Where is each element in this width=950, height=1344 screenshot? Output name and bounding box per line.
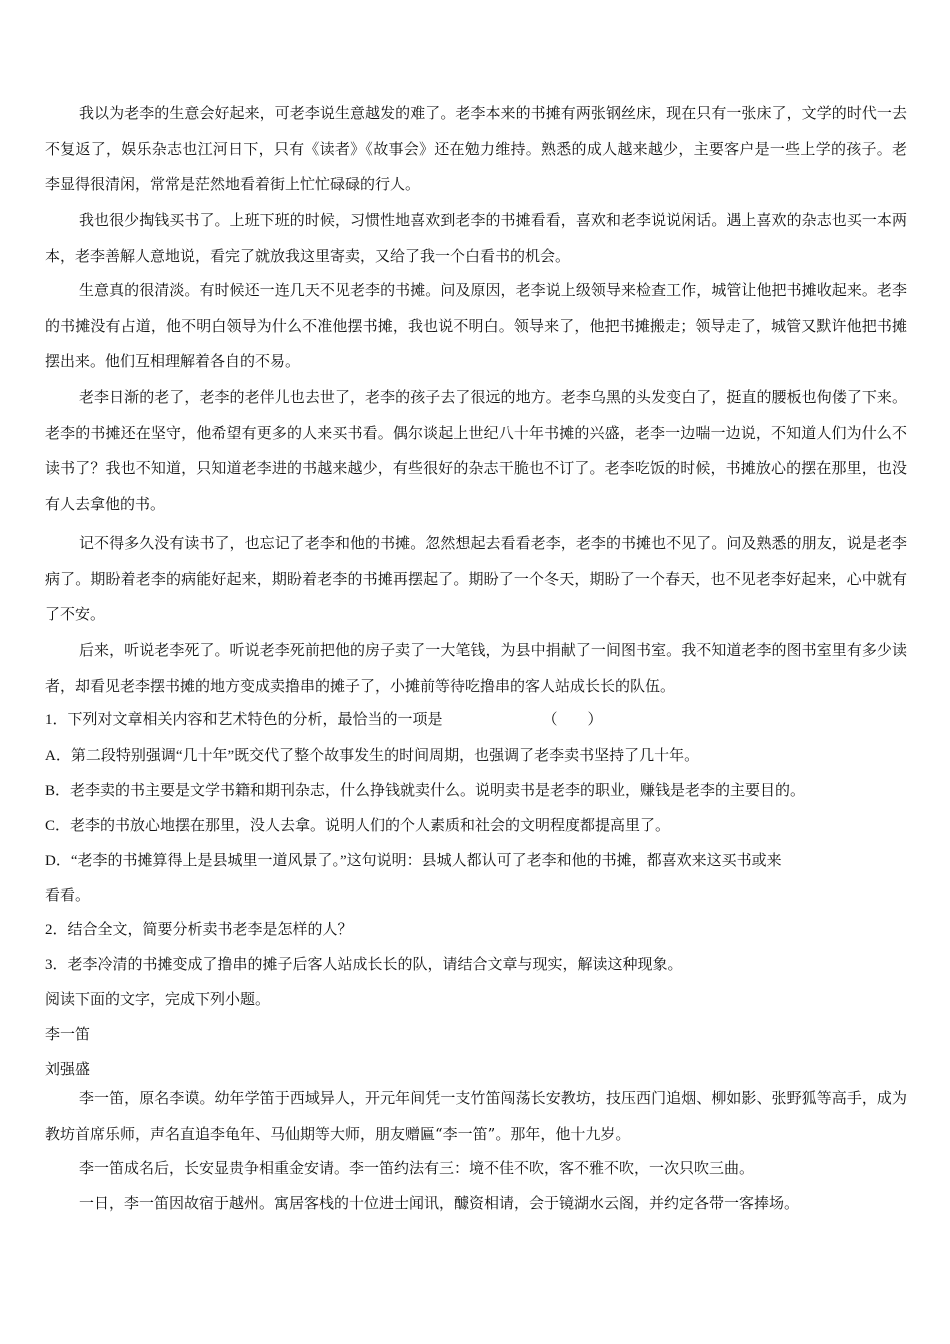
- passage1-paragraph-3: 生意真的很清淡。有时候还一连几天不见老李的书摊。问及原因，老李说上级领导来检查工作，城管让他把书摊收起来。老李的书摊没有占道，他不明白领导为什么不准他摆书摊，我也说不明白。领导来了，他把书摊搬走；领导走了，城管又默许他把书摊摆出来。他们互相理解着各自的不易。: [45, 281, 907, 370]
- option-b: B．老李卖的书主要是文学书籍和期刊杂志，什么挣钱就卖什么。说明卖书是老李的职业，赚钱是老李的主要目的。: [45, 783, 806, 799]
- option-d-line-1: D．“老李的书摊算得上是县城里一道风景了。”这句说明：县城人都认可了老李和他的书摊，都喜欢来这买书或来: [45, 853, 782, 869]
- option-a: A．第二段特别强调“几十年”既交代了整个故事发生的时间周期，也强调了老李卖书坚持了几十年。: [45, 748, 700, 764]
- answer-parentheses: （ ）: [542, 712, 603, 728]
- passage2-paragraph-2: 李一笛成名后，长安显贵争相重金安请。李一笛约法有三：境不佳不吹，客不雅不吹，一次只吹三曲。: [79, 1159, 755, 1177]
- option-d-line-2: 看看。: [45, 888, 91, 904]
- question-1-stem: 1．下列对文章相关内容和艺术特色的分析，最恰当的一项是: [45, 712, 443, 728]
- question-2: 2．结合全文，简要分析卖书老李是怎样的人？: [45, 922, 353, 938]
- passage1-paragraph-1: 我以为老李的生意会好起来，可老李说生意越发的难了。老李本来的书摊有两张钢丝床，现在只有一张床了，文学的时代一去不复返了，娱乐杂志也江河日下，只有《读者》《故事会》还在勉力维持。熟悉的成人越来越少，主要客户是一些上学的孩子。老李显得很清闲，常常是茫然地看着街上忙忙碌碌的行人。: [45, 104, 907, 193]
- passage2-paragraph-1: 李一笛，原名李谟。幼年学笛于西域异人，开元年间凭一支竹笛闯荡长安教坊，技压西门追烟、柳如影、张野狐等高手，成为教坊首席乐师，声名直追李龟年、马仙期等大师，朋友赠匾“李一笛”。那年，他十九岁。: [45, 1089, 907, 1143]
- passage1-paragraph-6: 后来，听说老李死了。听说老李死前把他的房子卖了一大笔钱，为县中捐献了一间图书室。我不知道老李的图书室里有多少读者，却看见老李摆书摊的地方变成卖撸串的摊子了，小摊前等待吃撸串的客人站成长长的队伍。: [45, 641, 907, 695]
- question-1: [45, 703, 907, 739]
- passage2-author: 刘强盛: [45, 1062, 91, 1078]
- passage1-paragraph-2: 我也很少掏钱买书了。上班下班的时候，习惯性地喜欢到老李的书摊看看，喜欢和老李说说闲话。遇上喜欢的杂志也买一本两本，老李善解人意地说，看完了就放我这里寄卖，又给了我一个白看书的机会。: [45, 211, 907, 265]
- passage1-paragraph-5: 记不得多久没有读书了，也忘记了老李和他的书摊。忽然想起去看看老李，老李的书摊也不见了。问及熟悉的朋友，说是老李病了。期盼着老李的病能好起来，期盼着老李的书摊再摆起了。期盼了一个冬天，期盼了一个春天，也不见老李好起来，心中就有了不安。: [45, 534, 907, 623]
- passage2-title: 李一笛: [45, 1027, 91, 1043]
- reading-instruction: 阅读下面的文字，完成下列小题。: [45, 992, 271, 1008]
- passage1-paragraph-4: 老李日渐的老了，老李的老伴儿也去世了，老李的孩子去了很远的地方。老李乌黑的头发变白了，挺直的腰板也佝偻了下来。老李的书摊还在坚守，他希望有更多的人来买书看。偶尔谈起上世纪八十年书摊的兴盛，老李一边喘一边说，不知道人们为什么不读书了？我也不知道，只知道老李进的书越来越少，有些很好的杂志干脆也不订了。老李吃饭的时候，书摊放心的摆在那里，也没有人去拿他的书。: [45, 388, 907, 513]
- passage2-paragraph-3: 一日，李一笛因故宿于越州。寓居客栈的十位进士闻讯，醵资相请，会于镜湖水云阁，并约定各带一客捧场。: [79, 1194, 800, 1212]
- question-3: 3．老李冷清的书摊变成了撸串的摊子后客人站成长长的队，请结合文章与现实，解读这种现象。: [45, 957, 683, 973]
- option-c: C．老李的书放心地摆在那里，没人去拿。说明人们的个人素质和社会的文明程度都提高里了。: [45, 818, 671, 834]
